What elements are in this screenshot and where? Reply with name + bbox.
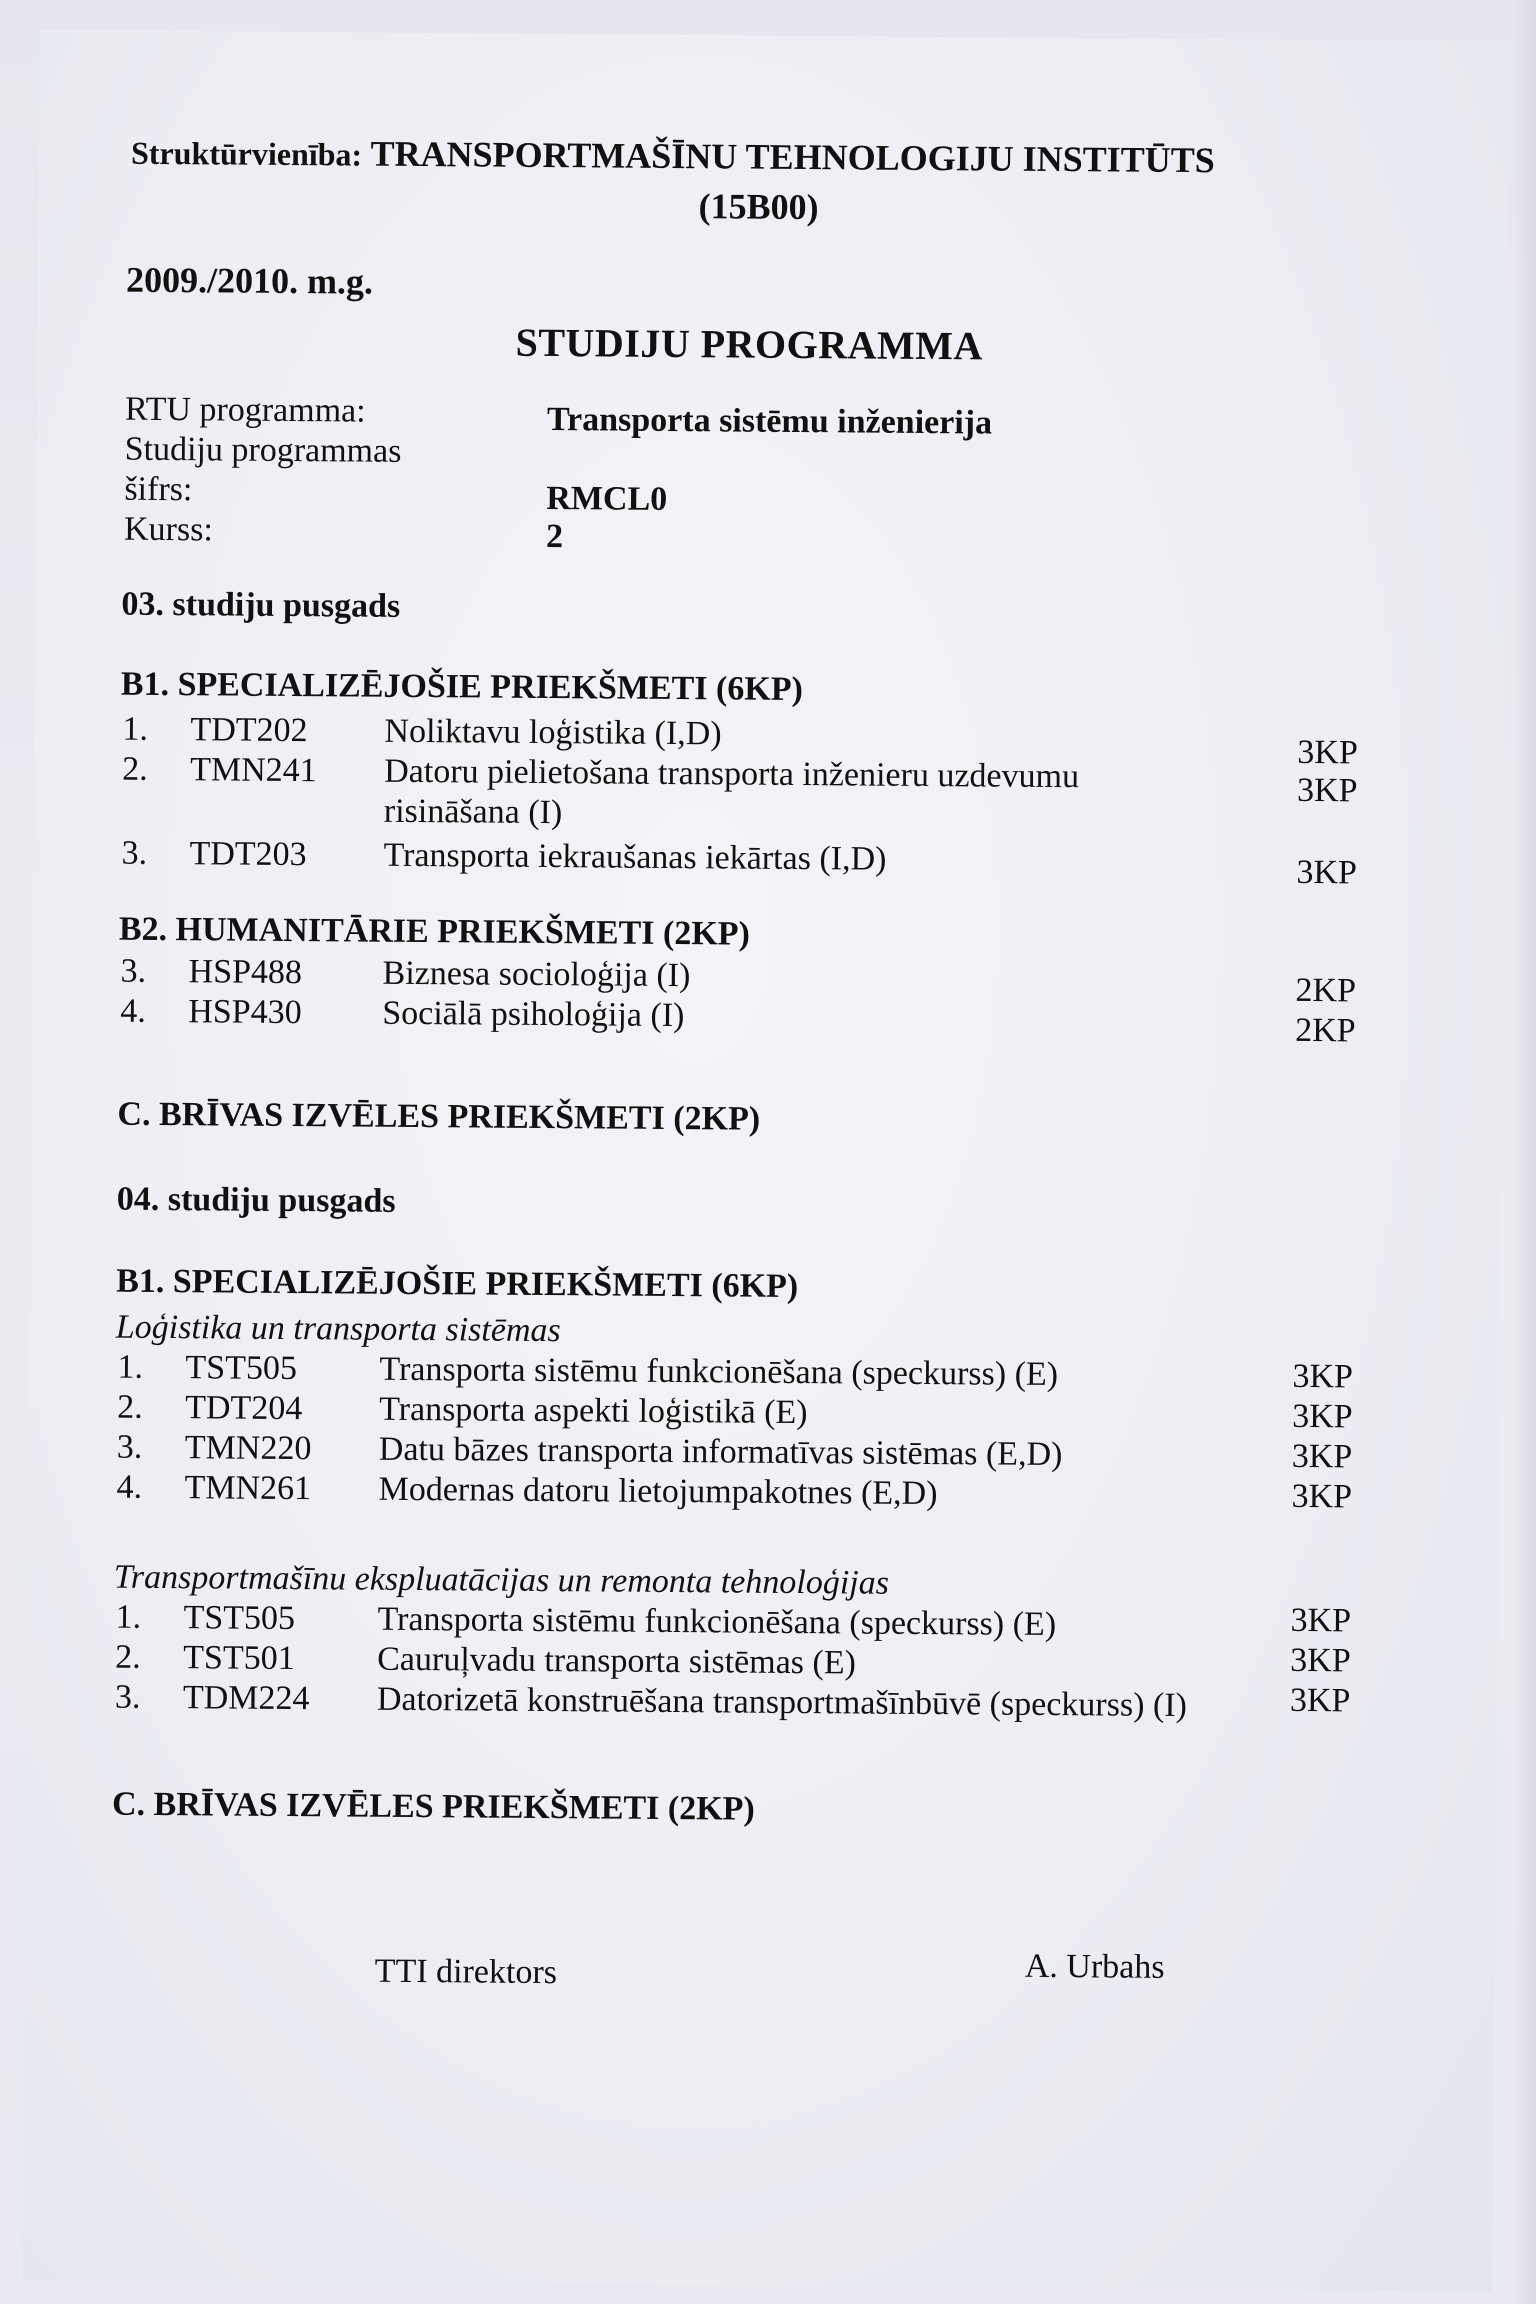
unit-code: (15B00) bbox=[698, 186, 819, 228]
course-label: Kurss: bbox=[123, 510, 214, 549]
course-code: TMN241 bbox=[190, 751, 317, 790]
credit-points: 3KP bbox=[1291, 1437, 1353, 1476]
course-name: Datorizetā konstruēšana transportmašīnbūvē (speckurss) (I) bbox=[376, 1680, 1188, 1725]
course-code: TDT203 bbox=[189, 835, 307, 874]
unit-line bbox=[131, 131, 1215, 182]
row-number: 3. bbox=[120, 952, 147, 990]
credit-points: 3KP bbox=[1291, 1477, 1353, 1516]
program-code-label-2: šifrs: bbox=[124, 470, 193, 509]
rtu-program-value: Transporta sistēmu inženierija bbox=[546, 400, 993, 442]
course-name: Datoru pielietošana transporta inženieru uzdevumu bbox=[384, 752, 1080, 796]
program-code-label-1: Studiju programmas bbox=[124, 430, 402, 470]
credit-points: 3KP bbox=[1289, 1681, 1351, 1720]
semester4-title: 04. studiju pusgads bbox=[116, 1180, 396, 1220]
course-name: Datu bāzes transporta informatīvas sistēmas (E,D) bbox=[378, 1430, 1063, 1474]
rtu-program-label: RTU programma: bbox=[124, 390, 366, 430]
course-code: TST505 bbox=[185, 1349, 298, 1388]
credit-points: 2KP bbox=[1295, 971, 1357, 1010]
s3-c-title: C. BRĪVAS IZVĒLES PRIEKŠMETI (2KP) bbox=[117, 1095, 761, 1138]
s4-b1-title: B1. SPECIALIZĒJOŠIE PRIEKŠMETI (6KP) bbox=[116, 1262, 799, 1305]
s3-b1-title: B1. SPECIALIZĒJOŠIE PRIEKŠMETI (6KP) bbox=[120, 665, 804, 709]
credit-points: 3KP bbox=[1296, 853, 1358, 892]
s4-group1-title: Loģistika un transporta sistēmas bbox=[115, 1308, 561, 1350]
course-code: TMN220 bbox=[184, 1429, 312, 1468]
course-name: Biznesa socioloģija (I) bbox=[382, 954, 691, 995]
row-number: 2. bbox=[115, 1638, 141, 1676]
credit-points: 3KP bbox=[1290, 1601, 1352, 1640]
row-number: 1. bbox=[117, 1348, 144, 1386]
unit-label: Struktūrvienība: bbox=[130, 134, 363, 173]
course-name: Cauruļvadu transporta sistēmas (E) bbox=[377, 1640, 857, 1682]
credit-points: 3KP bbox=[1297, 733, 1358, 772]
row-number: 2. bbox=[117, 1388, 143, 1426]
course-name: Transporta sistēmu funkcionēšana (speckurss) (E) bbox=[379, 1350, 1059, 1394]
course-name: Sociālā psiholoģija (I) bbox=[382, 994, 685, 1035]
s4-c-title: C. BRĪVAS IZVĒLES PRIEKŠMETI (2KP) bbox=[111, 1785, 755, 1828]
course-name-continued: risināšana (I) bbox=[383, 792, 563, 832]
course-name: Modernas datoru lietojumpakotnes (E,D) bbox=[378, 1470, 938, 1513]
row-number: 2. bbox=[122, 750, 148, 788]
course-code: HSP488 bbox=[188, 953, 303, 992]
unit-name: TRANSPORTMAŠĪNU TEHNOLOGIJU INSTITŪTS bbox=[370, 133, 1215, 181]
s3-b2-title: B2. HUMANITĀRIE PRIEKŠMETI (2KP) bbox=[118, 910, 751, 953]
semester3-title: 03. studiju pusgads bbox=[121, 585, 401, 625]
course-value: 2 bbox=[545, 517, 564, 556]
credit-points: 2KP bbox=[1295, 1011, 1356, 1050]
course-name: Noliktavu loģistika (I,D) bbox=[384, 712, 722, 753]
row-number: 3. bbox=[116, 1428, 143, 1466]
s4-group2-title: Transportmašīnu ekspluatācijas un remonta tehnoloģijas bbox=[113, 1558, 890, 1602]
table-row bbox=[33, 834, 1483, 892]
row-number: 4. bbox=[116, 1468, 143, 1506]
document-sheet bbox=[22, 30, 1510, 2291]
page-title: STUDIJU PROGRAMMA bbox=[515, 319, 984, 369]
course-code: TST501 bbox=[183, 1639, 295, 1678]
course-code: TST505 bbox=[183, 1599, 296, 1638]
course-name: Transporta iekraušanas iekārtas (I,D) bbox=[383, 836, 887, 878]
course-code: TDT202 bbox=[190, 711, 308, 750]
course-code: TMN261 bbox=[184, 1469, 312, 1508]
credit-points: 3KP bbox=[1292, 1357, 1354, 1396]
signatory-position: TTI direktors bbox=[374, 1952, 558, 1992]
course-name: Transporta aspekti loģistikā (E) bbox=[379, 1390, 808, 1432]
row-number: 4. bbox=[120, 992, 146, 1030]
signatory-name: A. Urbahs bbox=[1024, 1947, 1165, 1986]
credit-points: 3KP bbox=[1290, 1641, 1351, 1680]
row-number: 3. bbox=[121, 834, 148, 872]
academic-year: 2009./2010. m.g. bbox=[125, 259, 374, 302]
credit-points: 3KP bbox=[1296, 771, 1358, 810]
sheet-edge-shadow bbox=[1514, 0, 1536, 2304]
course-code: TDT204 bbox=[185, 1389, 303, 1428]
row-number: 3. bbox=[114, 1678, 141, 1716]
course-code: HSP430 bbox=[188, 993, 302, 1032]
credit-points: 3KP bbox=[1292, 1397, 1353, 1436]
course-name: Transporta sistēmu funkcionēšana (speckurss) (E) bbox=[377, 1600, 1057, 1644]
program-code-value: RMCL0 bbox=[546, 479, 668, 518]
row-number: 1. bbox=[115, 1598, 142, 1636]
course-code: TDM224 bbox=[182, 1679, 310, 1718]
row-number: 1. bbox=[122, 710, 149, 748]
